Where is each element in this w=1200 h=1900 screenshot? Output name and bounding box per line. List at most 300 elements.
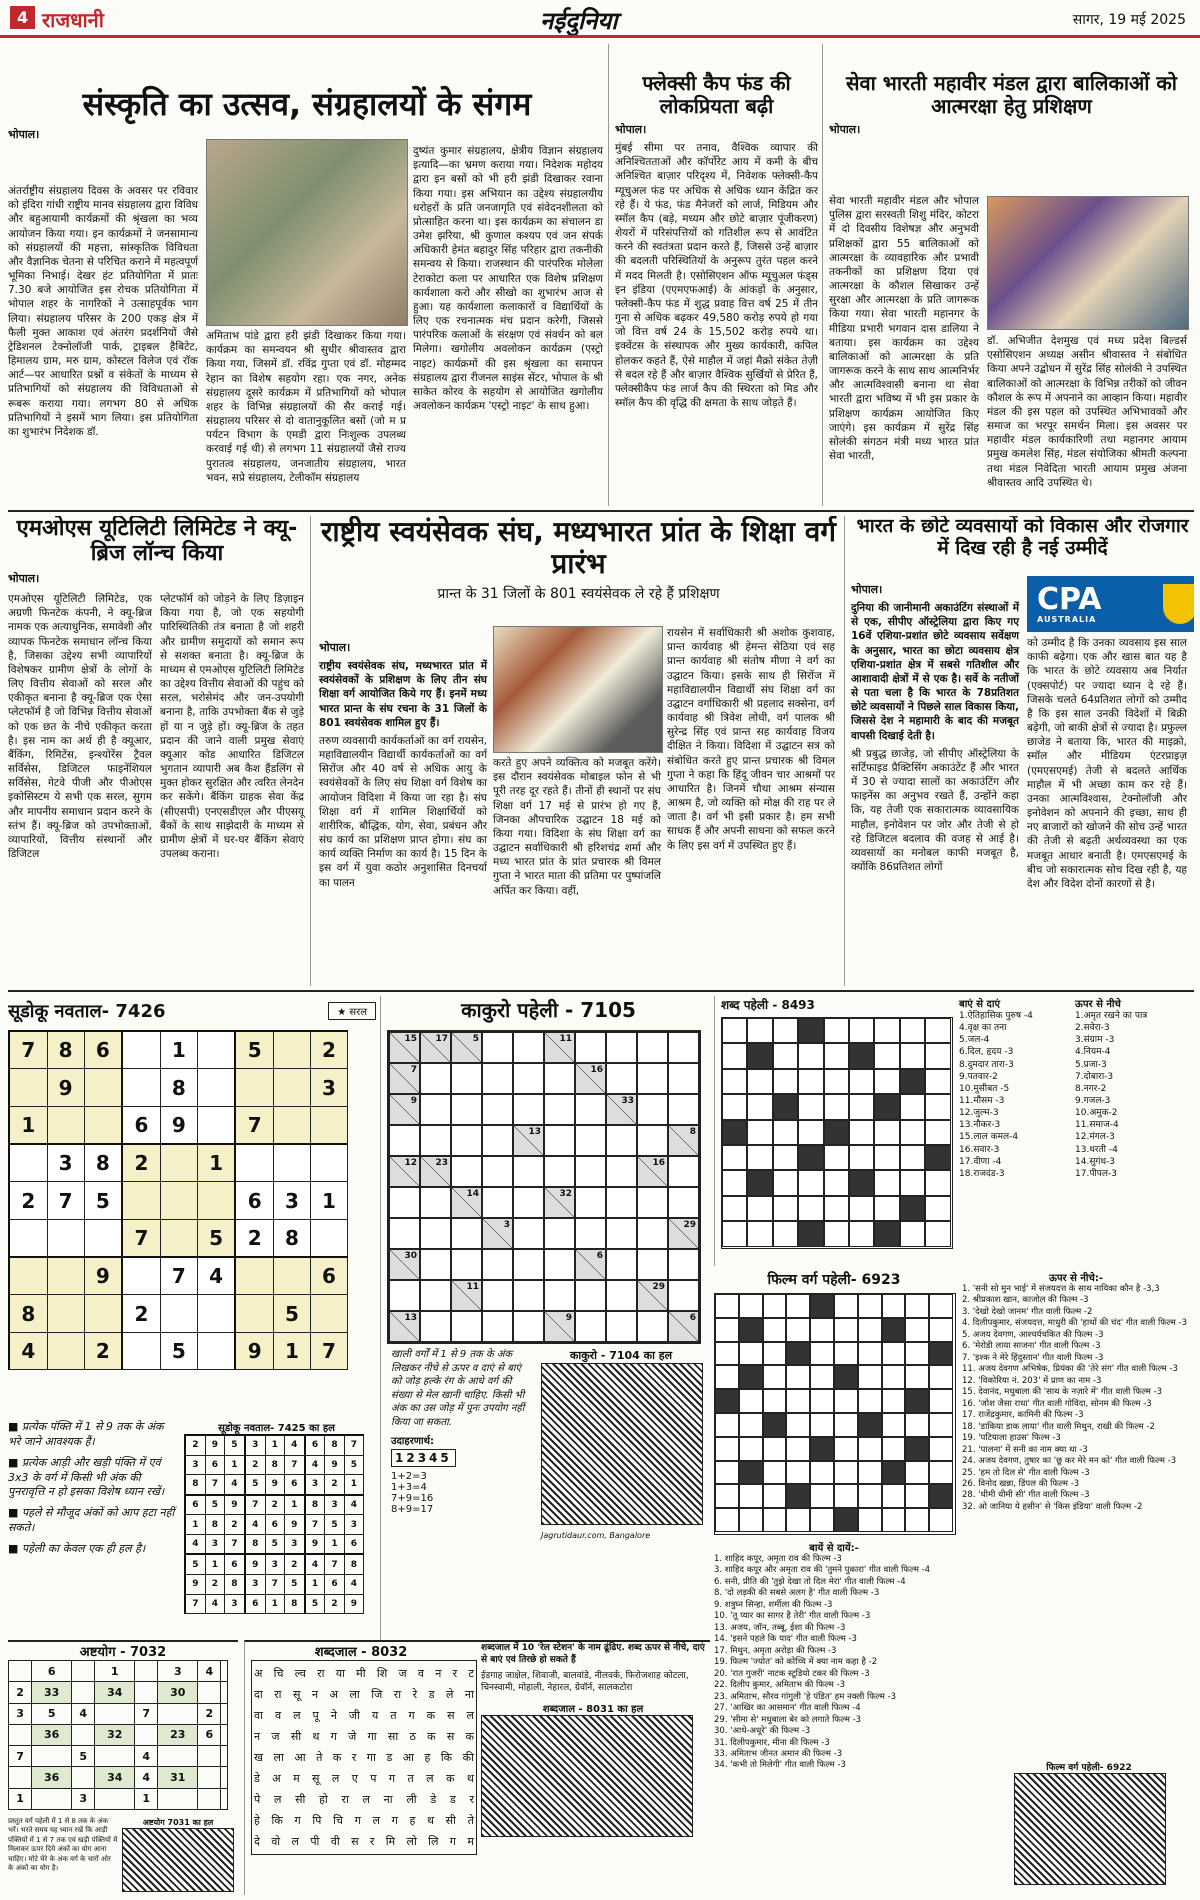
- shabdjaal-letter[interactable]: ली: [406, 1793, 417, 1806]
- ashtayog-cell[interactable]: [221, 1788, 228, 1809]
- shabdjaal-letter[interactable]: पे: [254, 1793, 261, 1806]
- shabdjaal-letter[interactable]: गा: [366, 1751, 376, 1764]
- word-puzzle-cell[interactable]: [849, 1120, 874, 1145]
- sudoku-cell[interactable]: 8: [47, 1031, 84, 1069]
- shabdjaal-letter[interactable]: मी: [356, 1667, 366, 1680]
- word-puzzle-cell[interactable]: [773, 1018, 798, 1043]
- kakuro-cell[interactable]: [637, 1125, 668, 1156]
- film-puzzle-cell[interactable]: [858, 1461, 882, 1485]
- kakuro-cell[interactable]: [668, 1094, 699, 1125]
- sudoku-cell[interactable]: [47, 1106, 84, 1144]
- sudoku-cell[interactable]: 7: [9, 1031, 47, 1069]
- word-puzzle-cell[interactable]: [824, 1094, 849, 1119]
- sudoku-cell[interactable]: 4: [197, 1257, 235, 1295]
- film-puzzle-cell[interactable]: [763, 1508, 787, 1532]
- word-puzzle-cell[interactable]: [874, 1069, 899, 1094]
- film-puzzle-cell[interactable]: [929, 1413, 953, 1437]
- kakuro-cell[interactable]: [606, 1280, 637, 1311]
- film-puzzle-cell[interactable]: [739, 1294, 763, 1318]
- shabdjaal-letter[interactable]: ल: [372, 1814, 380, 1827]
- shabdjaal-letter[interactable]: जि: [371, 1688, 383, 1701]
- shabdjaal-letter[interactable]: ल्व: [294, 1667, 306, 1680]
- film-puzzle-cell[interactable]: [929, 1437, 953, 1461]
- shabdjaal-letter[interactable]: स: [446, 1730, 455, 1743]
- kakuro-cell[interactable]: [451, 1063, 482, 1094]
- kakuro-cell[interactable]: [513, 1311, 544, 1342]
- film-puzzle-cell[interactable]: [715, 1508, 739, 1532]
- shabdjaal-letter[interactable]: लि: [428, 1835, 439, 1848]
- kakuro-cell[interactable]: [451, 1156, 482, 1187]
- word-puzzle-cell[interactable]: [925, 1170, 950, 1195]
- film-puzzle-cell[interactable]: [858, 1365, 882, 1389]
- film-puzzle-cell[interactable]: [905, 1413, 929, 1437]
- ashtayog-cell[interactable]: [198, 1682, 221, 1703]
- kakuro-cell[interactable]: [575, 1125, 606, 1156]
- kakuro-cell[interactable]: [451, 1218, 482, 1249]
- shabdjaal-letter[interactable]: जी: [348, 1709, 360, 1722]
- kakuro-cell[interactable]: [451, 1249, 482, 1280]
- film-puzzle-cell[interactable]: [739, 1437, 763, 1461]
- film-puzzle-cell[interactable]: [834, 1437, 858, 1461]
- word-puzzle-cell[interactable]: [722, 1018, 747, 1043]
- ashtayog-cell[interactable]: [158, 1746, 198, 1767]
- film-puzzle-cell[interactable]: [739, 1484, 763, 1508]
- shabdjaal-letter[interactable]: क: [332, 1751, 342, 1764]
- film-puzzle-cell[interactable]: [715, 1413, 739, 1437]
- sudoku-cell[interactable]: 3: [47, 1144, 84, 1182]
- shabdjaal-letter[interactable]: मि: [385, 1835, 396, 1848]
- sudoku-cell[interactable]: [122, 1332, 160, 1369]
- shabdjaal-letter[interactable]: ल: [426, 1772, 434, 1785]
- sudoku-cell[interactable]: 7: [310, 1332, 347, 1369]
- kakuro-cell[interactable]: [606, 1156, 637, 1187]
- word-puzzle-cell[interactable]: [773, 1221, 798, 1246]
- sudoku-cell[interactable]: 7: [122, 1219, 160, 1257]
- word-puzzle-cell[interactable]: [925, 1196, 950, 1221]
- film-puzzle-cell[interactable]: [834, 1318, 858, 1342]
- word-puzzle-cell[interactable]: [722, 1069, 747, 1094]
- shabdjaal-letter[interactable]: अ: [272, 1772, 281, 1785]
- kakuro-cell[interactable]: [451, 1125, 482, 1156]
- sudoku-cell[interactable]: [273, 1031, 310, 1069]
- shabdjaal-letter[interactable]: न: [254, 1730, 261, 1743]
- ashtayog-cell[interactable]: [32, 1788, 72, 1809]
- sudoku-cell[interactable]: [9, 1069, 47, 1106]
- kakuro-cell[interactable]: [606, 1063, 637, 1094]
- shabdjaal-letter[interactable]: ड: [449, 1793, 456, 1806]
- ashtayog-cell[interactable]: [72, 1682, 95, 1703]
- sudoku-cell[interactable]: [197, 1069, 235, 1106]
- kakuro-cell[interactable]: [575, 1311, 606, 1342]
- kakuro-cell[interactable]: [389, 1280, 420, 1311]
- word-puzzle-cell[interactable]: [747, 1069, 772, 1094]
- film-puzzle-cell[interactable]: [786, 1294, 810, 1318]
- kakuro-cell[interactable]: [668, 1156, 699, 1187]
- word-puzzle-cell[interactable]: [798, 1069, 823, 1094]
- word-puzzle-cell[interactable]: [874, 1170, 899, 1195]
- sudoku-cell[interactable]: [197, 1106, 235, 1144]
- shabdjaal-letter[interactable]: न: [435, 1667, 442, 1680]
- kakuro-cell[interactable]: [575, 1218, 606, 1249]
- word-puzzle-cell[interactable]: [874, 1120, 899, 1145]
- kakuro-cell[interactable]: [513, 1280, 544, 1311]
- shabdjaal-letter[interactable]: र: [351, 1751, 357, 1764]
- shabdjaal-letter[interactable]: त: [390, 1709, 397, 1722]
- word-puzzle-cell[interactable]: [773, 1069, 798, 1094]
- sudoku-cell[interactable]: [47, 1332, 84, 1369]
- word-puzzle-cell[interactable]: [874, 1145, 899, 1170]
- film-puzzle-cell[interactable]: [715, 1342, 739, 1366]
- sudoku-cell[interactable]: 9: [47, 1069, 84, 1106]
- shabdjaal-letter[interactable]: आ: [402, 1751, 414, 1764]
- shabdjaal-letter[interactable]: थ: [312, 1730, 320, 1743]
- film-puzzle-cell[interactable]: [763, 1318, 787, 1342]
- film-puzzle-cell[interactable]: [810, 1365, 834, 1389]
- shabdjaal-letter[interactable]: सू: [312, 1772, 320, 1785]
- sudoku-cell[interactable]: [9, 1219, 47, 1257]
- word-puzzle-cell[interactable]: [925, 1069, 950, 1094]
- word-puzzle-cell[interactable]: [824, 1145, 849, 1170]
- shabdjaal-letter[interactable]: ल: [331, 1772, 340, 1785]
- film-puzzle-cell[interactable]: [786, 1318, 810, 1342]
- word-puzzle-cell[interactable]: [925, 1094, 950, 1119]
- word-puzzle-cell[interactable]: [722, 1094, 747, 1119]
- shabdjaal-letter[interactable]: रा: [393, 1688, 402, 1701]
- film-puzzle-cell[interactable]: [715, 1484, 739, 1508]
- kakuro-cell[interactable]: [544, 1094, 575, 1125]
- shabdjaal-letter[interactable]: र: [369, 1835, 375, 1848]
- sudoku-cell[interactable]: [9, 1144, 47, 1182]
- kakuro-cell[interactable]: [451, 1094, 482, 1125]
- shabdjaal-letter[interactable]: सू: [293, 1688, 301, 1701]
- film-puzzle-cell[interactable]: [810, 1461, 834, 1485]
- word-puzzle-cell[interactable]: [773, 1043, 798, 1068]
- shabdjaal-letter[interactable]: म: [293, 1772, 300, 1785]
- film-puzzle-cell[interactable]: [786, 1389, 810, 1413]
- film-puzzle-cell[interactable]: [882, 1413, 906, 1437]
- shabdjaal-letter[interactable]: डे: [430, 1793, 437, 1806]
- kakuro-cell[interactable]: [544, 1125, 575, 1156]
- word-puzzle-cell[interactable]: [874, 1196, 899, 1221]
- shabdjaal-letter[interactable]: जे: [348, 1730, 357, 1743]
- word-puzzle-cell[interactable]: [824, 1221, 849, 1246]
- shabdjaal-letter[interactable]: सी: [295, 1793, 306, 1806]
- film-puzzle-cell[interactable]: [810, 1318, 834, 1342]
- film-puzzle-cell[interactable]: [929, 1461, 953, 1485]
- shabdjaal-letter[interactable]: ना: [464, 1688, 474, 1701]
- ashtayog-cell[interactable]: [72, 1724, 95, 1745]
- sudoku-cell[interactable]: [273, 1069, 310, 1106]
- film-puzzle-cell[interactable]: [834, 1342, 858, 1366]
- shabdjaal-letter[interactable]: म: [467, 1835, 474, 1848]
- shabdjaal-letter[interactable]: ला: [273, 1751, 284, 1764]
- kakuro-cell[interactable]: [668, 1032, 699, 1063]
- film-puzzle-cell[interactable]: [858, 1508, 882, 1532]
- kakuro-cell[interactable]: [575, 1187, 606, 1218]
- sudoku-cell[interactable]: [160, 1219, 197, 1257]
- sudoku-cell[interactable]: 8: [84, 1144, 122, 1182]
- film-puzzle-cell[interactable]: [905, 1461, 929, 1485]
- kakuro-cell[interactable]: [420, 1249, 451, 1280]
- sudoku-cell[interactable]: [160, 1144, 197, 1182]
- kakuro-cell[interactable]: [482, 1280, 513, 1311]
- kakuro-cell[interactable]: [606, 1187, 637, 1218]
- kakuro-cell[interactable]: [420, 1187, 451, 1218]
- film-puzzle-cell[interactable]: [763, 1365, 787, 1389]
- kakuro-cell[interactable]: [482, 1187, 513, 1218]
- word-puzzle-cell[interactable]: [773, 1120, 798, 1145]
- shabdjaal-letter[interactable]: न: [311, 1688, 319, 1701]
- film-puzzle-cell[interactable]: [739, 1508, 763, 1532]
- ashtayog-cell[interactable]: [95, 1703, 135, 1724]
- kakuro-cell[interactable]: [513, 1032, 544, 1063]
- sudoku-cell[interactable]: [84, 1069, 122, 1106]
- ashtayog-cell[interactable]: [72, 1767, 95, 1788]
- shabdjaal-letter[interactable]: र: [452, 1667, 458, 1680]
- word-puzzle-cell[interactable]: [824, 1196, 849, 1221]
- kakuro-cell[interactable]: [606, 1218, 637, 1249]
- kakuro-cell[interactable]: [668, 1187, 699, 1218]
- word-puzzle-cell[interactable]: [925, 1120, 950, 1145]
- sudoku-cell[interactable]: 5: [235, 1031, 273, 1069]
- word-puzzle-cell[interactable]: [900, 1145, 925, 1170]
- ashtayog-cell[interactable]: [158, 1703, 198, 1724]
- shabdjaal-letter[interactable]: ग: [391, 1814, 398, 1827]
- kakuro-cell[interactable]: [606, 1032, 637, 1063]
- sudoku-cell[interactable]: [310, 1219, 347, 1257]
- shabdjaal-letter[interactable]: त: [407, 1772, 414, 1785]
- film-puzzle-cell[interactable]: [858, 1389, 882, 1413]
- ashtayog-cell[interactable]: [221, 1746, 228, 1767]
- film-puzzle-cell[interactable]: [763, 1484, 787, 1508]
- sudoku-cell[interactable]: 5: [84, 1182, 122, 1219]
- film-puzzle-cell[interactable]: [929, 1318, 953, 1342]
- sudoku-cell[interactable]: [84, 1106, 122, 1144]
- word-puzzle-cell[interactable]: [849, 1145, 874, 1170]
- word-puzzle-cell[interactable]: [747, 1221, 772, 1246]
- shabdjaal-letter[interactable]: य: [371, 1709, 379, 1722]
- ashtayog-cell[interactable]: [221, 1703, 228, 1724]
- sudoku-cell[interactable]: [47, 1219, 84, 1257]
- ashtayog-cell[interactable]: [198, 1788, 221, 1809]
- shabdjaal-letter[interactable]: कि: [271, 1814, 283, 1827]
- word-puzzle-cell[interactable]: [849, 1221, 874, 1246]
- sudoku-cell[interactable]: 2: [235, 1219, 273, 1257]
- sudoku-cell[interactable]: [122, 1257, 160, 1295]
- word-puzzle-cell[interactable]: [925, 1043, 950, 1068]
- film-puzzle-cell[interactable]: [858, 1294, 882, 1318]
- film-puzzle-cell[interactable]: [882, 1365, 906, 1389]
- word-puzzle-cell[interactable]: [874, 1018, 899, 1043]
- film-puzzle-cell[interactable]: [715, 1318, 739, 1342]
- word-puzzle-cell[interactable]: [747, 1094, 772, 1119]
- film-puzzle-cell[interactable]: [810, 1342, 834, 1366]
- shabdjaal-letter[interactable]: व: [274, 1709, 282, 1722]
- kakuro-cell[interactable]: [389, 1218, 420, 1249]
- film-puzzle-cell[interactable]: [810, 1484, 834, 1508]
- shabdjaal-letter[interactable]: क: [445, 1772, 455, 1785]
- sudoku-cell[interactable]: 2: [310, 1031, 347, 1069]
- shabdjaal-letter[interactable]: दा: [254, 1688, 263, 1701]
- sudoku-cell[interactable]: 5: [160, 1332, 197, 1369]
- ashtayog-cell[interactable]: [198, 1767, 221, 1788]
- sudoku-cell[interactable]: 6: [84, 1031, 122, 1069]
- film-puzzle-cell[interactable]: [810, 1389, 834, 1413]
- sudoku-cell[interactable]: 7: [47, 1182, 84, 1219]
- sudoku-cell[interactable]: 2: [122, 1144, 160, 1182]
- shabdjaal-letter[interactable]: लो: [406, 1835, 417, 1848]
- word-puzzle-cell[interactable]: [722, 1196, 747, 1221]
- kakuro-cell[interactable]: [606, 1125, 637, 1156]
- film-puzzle-cell[interactable]: [858, 1484, 882, 1508]
- film-puzzle-cell[interactable]: [858, 1342, 882, 1366]
- film-puzzle-cell[interactable]: [786, 1365, 810, 1389]
- sudoku-cell[interactable]: [235, 1144, 273, 1182]
- kakuro-cell[interactable]: [482, 1156, 513, 1187]
- kakuro-cell[interactable]: [606, 1249, 637, 1280]
- kakuro-cell[interactable]: [544, 1218, 575, 1249]
- kakuro-cell[interactable]: [575, 1280, 606, 1311]
- shabdjaal-letter[interactable]: ते: [467, 1814, 474, 1827]
- kakuro-cell[interactable]: [513, 1249, 544, 1280]
- shabdjaal-letter[interactable]: ड: [428, 1688, 435, 1701]
- shabdjaal-letter[interactable]: थ: [466, 1772, 474, 1785]
- word-puzzle-cell[interactable]: [900, 1120, 925, 1145]
- shabdjaal-letter[interactable]: पि: [312, 1814, 322, 1827]
- film-puzzle-cell[interactable]: [858, 1318, 882, 1342]
- shabdjaal-letter[interactable]: हे: [254, 1814, 260, 1827]
- shabdjaal-letter[interactable]: व: [417, 1667, 424, 1680]
- shabdjaal-letter[interactable]: ल: [291, 1835, 299, 1848]
- kakuro-cell[interactable]: [637, 1187, 668, 1218]
- sudoku-cell[interactable]: [197, 1182, 235, 1219]
- shabdjaal-letter[interactable]: गा: [367, 1730, 377, 1743]
- film-puzzle-cell[interactable]: [882, 1508, 906, 1532]
- film-puzzle-cell[interactable]: [763, 1294, 787, 1318]
- sudoku-cell[interactable]: 8: [160, 1069, 197, 1106]
- sudoku-cell[interactable]: 6: [310, 1257, 347, 1295]
- film-puzzle-cell[interactable]: [763, 1342, 787, 1366]
- kakuro-cell[interactable]: [482, 1032, 513, 1063]
- sudoku-cell[interactable]: 1: [197, 1144, 235, 1182]
- sudoku-cell[interactable]: 5: [273, 1295, 310, 1332]
- sudoku-cell[interactable]: 3: [273, 1182, 310, 1219]
- word-puzzle-cell[interactable]: [747, 1196, 772, 1221]
- sudoku-cell[interactable]: [273, 1144, 310, 1182]
- kakuro-cell[interactable]: [544, 1249, 575, 1280]
- sudoku-cell[interactable]: 1: [160, 1031, 197, 1069]
- sudoku-cell[interactable]: [310, 1144, 347, 1182]
- word-puzzle-cell[interactable]: [900, 1094, 925, 1119]
- sudoku-cell[interactable]: [197, 1295, 235, 1332]
- sudoku-cell[interactable]: 7: [160, 1257, 197, 1295]
- ashtayog-cell[interactable]: [9, 1724, 32, 1745]
- kakuro-cell[interactable]: [420, 1094, 451, 1125]
- shabdjaal-letter[interactable]: वी: [330, 1835, 340, 1848]
- film-puzzle-cell[interactable]: [834, 1294, 858, 1318]
- word-puzzle-cell[interactable]: [722, 1145, 747, 1170]
- film-puzzle-cell[interactable]: [929, 1389, 953, 1413]
- word-puzzle-cell[interactable]: [773, 1170, 798, 1195]
- sudoku-cell[interactable]: 2: [84, 1332, 122, 1369]
- shabdjaal-letter[interactable]: ह: [424, 1751, 431, 1764]
- word-puzzle-cell[interactable]: [747, 1018, 772, 1043]
- shabdjaal-letter[interactable]: ना: [383, 1793, 393, 1806]
- film-puzzle-cell[interactable]: [739, 1342, 763, 1366]
- shabdjaal-letter[interactable]: ख: [254, 1751, 263, 1764]
- film-puzzle-cell[interactable]: [715, 1461, 739, 1485]
- kakuro-cell[interactable]: [482, 1094, 513, 1125]
- film-puzzle-cell[interactable]: [905, 1484, 929, 1508]
- film-puzzle-cell[interactable]: [786, 1461, 810, 1485]
- film-puzzle-cell[interactable]: [810, 1508, 834, 1532]
- shabdjaal-letter[interactable]: ग: [354, 1814, 361, 1827]
- word-puzzle-cell[interactable]: [925, 1018, 950, 1043]
- sudoku-cell[interactable]: 9: [160, 1106, 197, 1144]
- film-puzzle-cell[interactable]: [715, 1437, 739, 1461]
- kakuro-cell[interactable]: [668, 1063, 699, 1094]
- kakuro-cell[interactable]: [575, 1032, 606, 1063]
- ashtayog-cell[interactable]: [9, 1767, 32, 1788]
- sudoku-cell[interactable]: [47, 1257, 84, 1295]
- kakuro-cell[interactable]: [637, 1311, 668, 1342]
- kakuro-cell[interactable]: [575, 1094, 606, 1125]
- film-puzzle-cell[interactable]: [763, 1389, 787, 1413]
- sudoku-cell[interactable]: 5: [197, 1219, 235, 1257]
- sudoku-cell[interactable]: 4: [9, 1332, 47, 1369]
- shabdjaal-letter[interactable]: चि: [333, 1814, 343, 1827]
- film-puzzle-cell[interactable]: [763, 1461, 787, 1485]
- word-puzzle-cell[interactable]: [722, 1043, 747, 1068]
- shabdjaal-letter[interactable]: सा: [387, 1730, 399, 1743]
- ashtayog-cell[interactable]: [135, 1682, 158, 1703]
- word-puzzle-cell[interactable]: [722, 1221, 747, 1246]
- word-puzzle-cell[interactable]: [798, 1196, 823, 1221]
- word-puzzle-cell[interactable]: [747, 1145, 772, 1170]
- film-puzzle-cell[interactable]: [715, 1294, 739, 1318]
- shabdjaal-letter[interactable]: ए: [351, 1772, 358, 1785]
- kakuro-cell[interactable]: [513, 1094, 544, 1125]
- sudoku-cell[interactable]: [273, 1257, 310, 1295]
- sudoku-cell[interactable]: [122, 1031, 160, 1069]
- ashtayog-cell[interactable]: [221, 1767, 228, 1788]
- film-puzzle-cell[interactable]: [882, 1342, 906, 1366]
- word-puzzle-cell[interactable]: [773, 1196, 798, 1221]
- ashtayog-cell[interactable]: [221, 1661, 228, 1682]
- kakuro-cell[interactable]: [482, 1311, 513, 1342]
- shabdjaal-letter[interactable]: ल: [362, 1793, 370, 1806]
- kakuro-cell[interactable]: [544, 1280, 575, 1311]
- kakuro-cell[interactable]: [513, 1218, 544, 1249]
- shabdjaal-letter[interactable]: अ: [329, 1688, 338, 1701]
- sudoku-cell[interactable]: 3: [310, 1069, 347, 1106]
- film-puzzle-cell[interactable]: [882, 1389, 906, 1413]
- shabdjaal-letter[interactable]: ल: [293, 1709, 301, 1722]
- ashtayog-cell[interactable]: [135, 1724, 158, 1745]
- word-puzzle-cell[interactable]: [798, 1170, 823, 1195]
- word-puzzle-cell[interactable]: [849, 1094, 874, 1119]
- sudoku-cell[interactable]: [235, 1069, 273, 1106]
- word-puzzle-cell[interactable]: [722, 1170, 747, 1195]
- film-puzzle-cell[interactable]: [882, 1484, 906, 1508]
- shabdjaal-letter[interactable]: सी: [290, 1730, 302, 1743]
- word-puzzle-cell[interactable]: [824, 1018, 849, 1043]
- word-puzzle-cell[interactable]: [773, 1145, 798, 1170]
- shabdjaal-letter[interactable]: स: [351, 1835, 359, 1848]
- sudoku-cell[interactable]: 8: [273, 1219, 310, 1257]
- word-puzzle-cell[interactable]: [900, 1018, 925, 1043]
- word-puzzle-cell[interactable]: [798, 1094, 823, 1119]
